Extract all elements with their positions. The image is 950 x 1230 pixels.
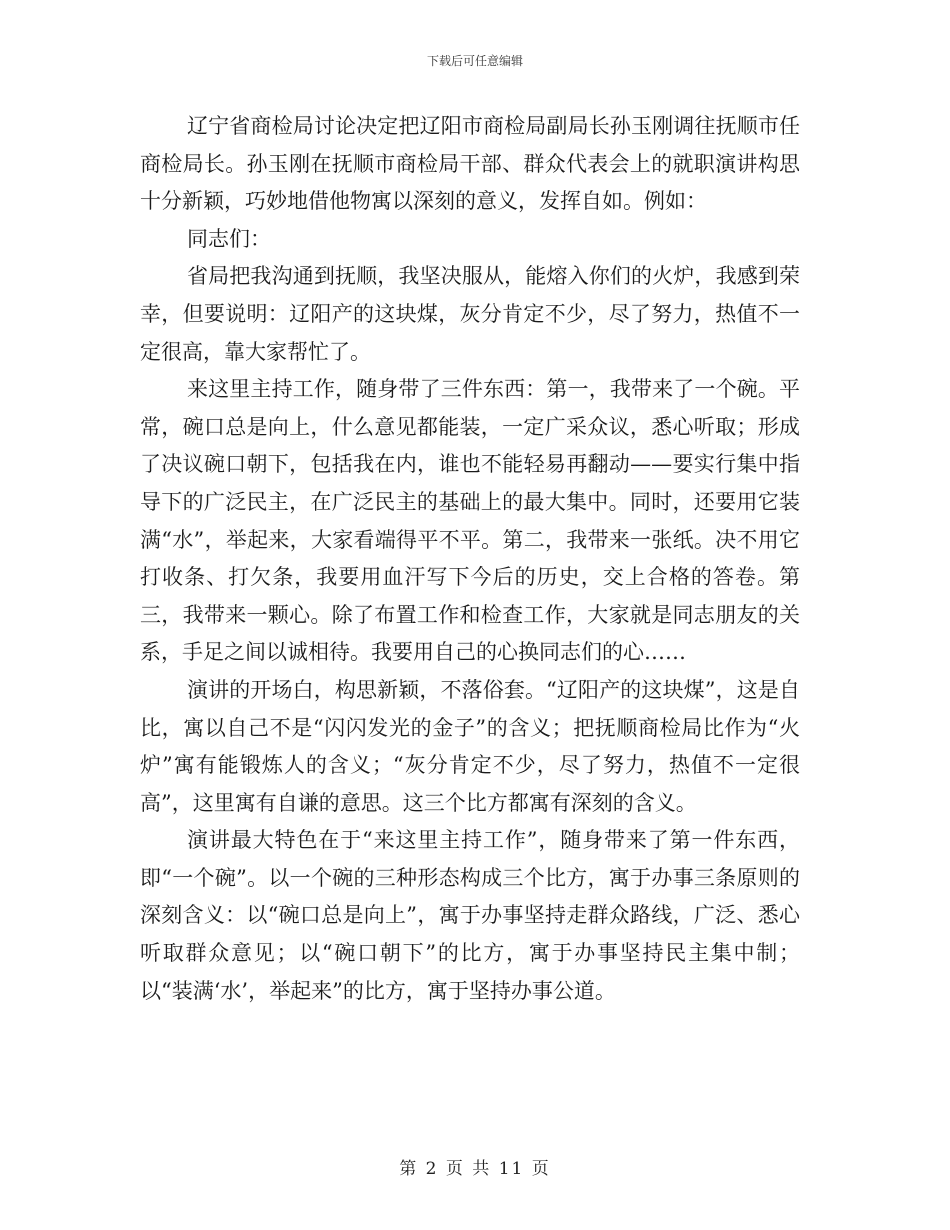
paragraph-speech-opening: 省局把我沟通到抚顺，我坚决服从，能熔入你们的火炉，我感到荣幸，但要说明：辽阳产的这块煤，灰分肯定不少，尽了努力，热值不一定很高，靠大家帮忙了。 <box>140 264 800 364</box>
page-header: 下载后可任意编辑 <box>426 54 523 68</box>
paragraph-speech-three-items: 来这里主持工作，随身带了三件东西：第一，我带来了一个碗。平常，碗口总是向上，什么意见都能装，一定广采众议，悉心听取；形成了决议碗口朝下，包括我在内，谁也不能轻易再翻动——要实行集中指导下的广泛民主，在广泛民主的基础上的最大集中。同时，还要用它装满“水”，举起来，大家看端得平不平。第二，我带来一张纸。决不用它打收条、打欠条，我要用血汗写下今后的历史，交上合格的答卷。第三，我带来一颗心。除了布置工作和检查工作，大家就是同志朋友的关系，手足之间以诚相待。我要用自己的心换同志们的心…… <box>140 377 800 665</box>
paragraph-analysis-bowl: 演讲最大特色在于“来这里主持工作”，随身带来了第一件东西，即“一个碗”。以一个碗的三种形态构成三个比方，寓于办事三条原则的深刻含义：以“碗口总是向上”，寓于办事坚持走群众路线，广泛、悉心听取群众意见；以“碗口朝下”的比方，寓于办事坚持民主集中制；以“装满‘水’，举起来”的比方，寓于坚持办事公道。 <box>140 828 800 1003</box>
paragraph-analysis-opening: 演讲的开场白，构思新颖，不落俗套。“辽阳产的这块煤”，这是自比，寓以自己不是“闪闪发光的金子”的含义；把抚顺商检局比作为“火炉”寓有能锻炼人的含义；“灰分肯定不少，尽了努力，热值不一定很高”，这里寓有自谦的意思。这三个比方都寓有深刻的含义。 <box>140 677 800 815</box>
page-number-footer: 第 2 页 共 11 页 <box>399 1159 551 1179</box>
document-body <box>140 108 800 1010</box>
paragraph-intro: 辽宁省商检局讨论决定把辽阳市商检局副局长孙玉刚调往抚顺市任商检局长。孙玉刚在抚顺市商检局干部、群众代表会上的就职演讲构思十分新颖，巧妙地借他物寓以深刻的意义，发挥自如。例如： <box>140 114 800 214</box>
paragraph-salutation: 同志们： <box>187 226 271 251</box>
